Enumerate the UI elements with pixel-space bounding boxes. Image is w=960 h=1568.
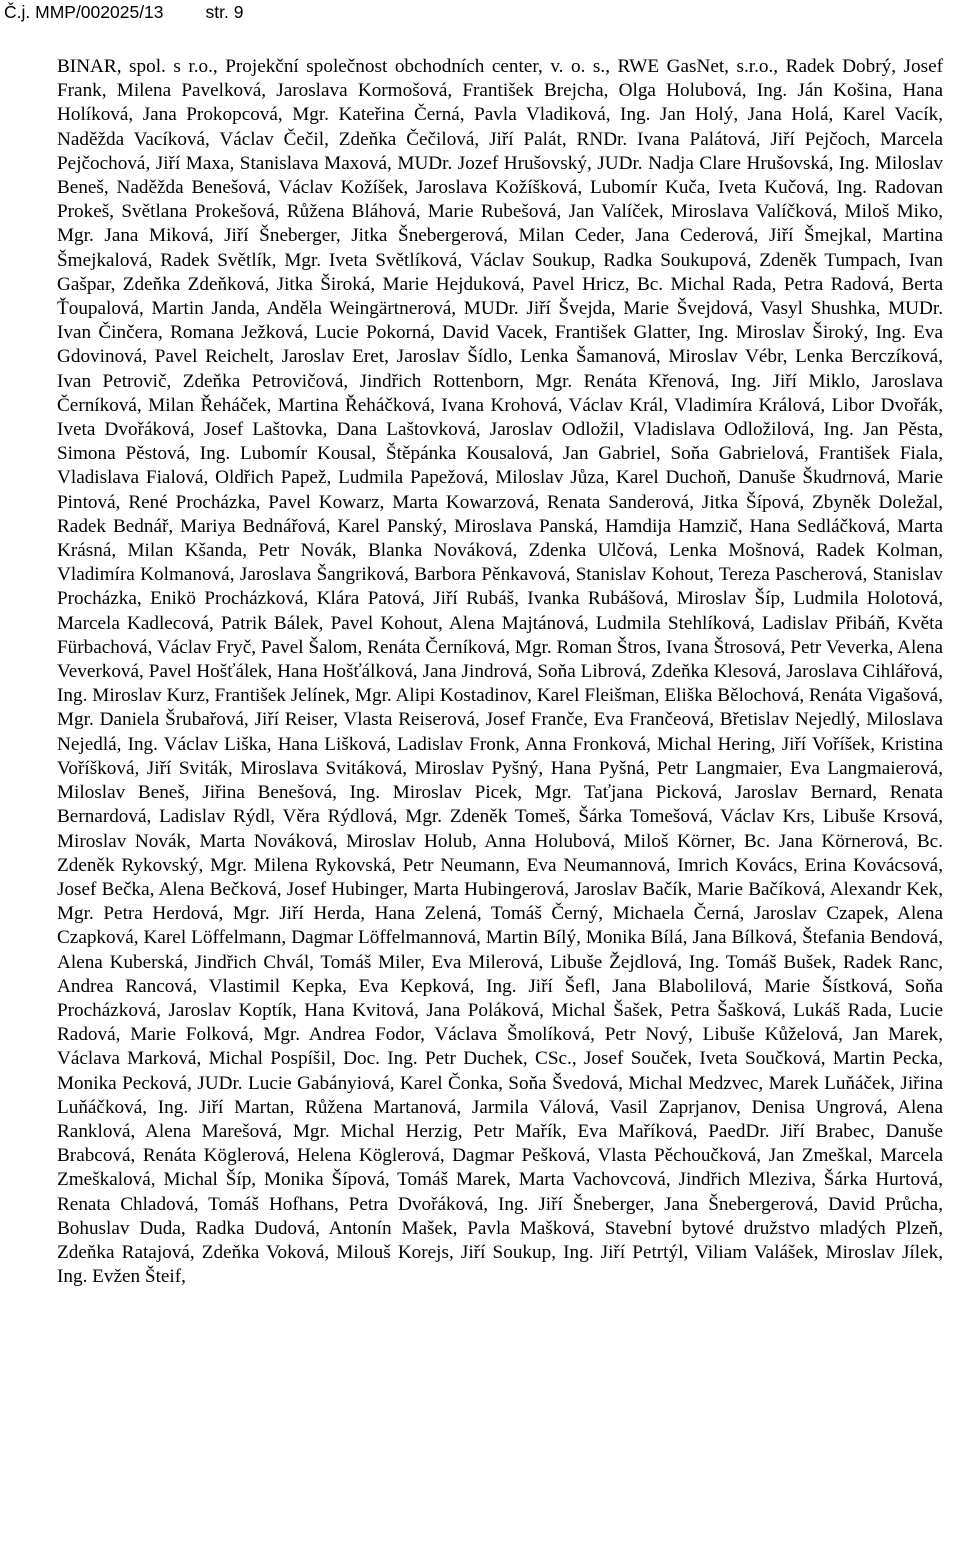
- names-list-paragraph: BINAR, spol. s r.o., Projekční společnost obchodních center, v. o. s., RWE GasNet, s.r.o., Radek Dobrý, Josef Frank, Milena Pavelková, Jaroslava Kormošová, František Brejcha, Olga Holubová, Ing. Ján Košina, Hana Holíková, Jana Prokopcová, Mgr. Kateřina Černá, Pavla Vladiková, Ing. Jan Holý, Jana Holá, Karel Vacík, Naděžda Vacíková, Václav Čečil, Zdeňka Čečilová, Jiří Palát, RNDr. Ivana Palátová, Jiří Pejčoch, Marcela Pejčochová, Jiří Maxa, Stanislava Maxová, MUDr. Jozef Hrušovský, JUDr. Nadja Clare Hrušovská, Ing. Miloslav Beneš, Naděžda Benešová, Václav Kožíšek, Jaroslava Kožíšková, Lubomír Kuča, Iveta Kučová, Ing. Radovan Prokeš, Světlana Prokešová, Růžena Bláhová, Marie Rubešová, Jan Valíček, Miroslava Valíčková, Miloš Miko, Mgr. Jana Miková, Jiří Šneberger, Jitka Šnebergerová, Milan Ceder, Jana Cederová, Jiří Šmejkal, Martina Šmejkalová, Radek Světlík, Mgr. Iveta Světlíková, Václav Soukup, Radka Soukupová, Zdeněk Tumpach, Ivan Gašpar, Zdeňka Zdeňková, Jitka Široká, Marie Hejduková, Pavel Hricz, Bc. Michal Rada, Petra Radová, Berta Ťoupalová, Martin Janda, Anděla Weingärtnerová, MUDr. Jiří Švejda, Marie Švejdová, Vasyl Shushka, MUDr. Ivan Činčera, Romana Ježková, Lucie Pokorná, David Vacek, František Glatter, Ing. Miroslav Široký, Ing. Eva Gdovinová, Pavel Reichelt, Jaroslav Eret, Jaroslav Šídlo, Lenka Šamanová, Miroslav Vébr, Lenka Berczíková, Ivan Petrovič, Zdeňka Petrovičová, Jindřich Rottenborn, Mgr. Renáta Křenová, Ing. Jiří Miklo, Jaroslava Černíková, Milan Řeháček, Martina Řeháčková, Ivana Krohová, Václav Král, Vladimíra Králová, Libor Dvořák, Iveta Dvořáková, Josef Laštovka, Dana Laštovková, Jaroslav Odložil, Vladislava Odložilová, Ing. Jan Pěsta, Simona Pěstová, Ing. Lubomír Kousal, Štěpánka Kousalová, Jan Gabriel, Soňa Gabrielová, František Fiala, Vladislava Fialová, Oldřich Papež, Ludmila Papežová, Miloslav Jůza, Karel Duchoň, Danuše Škudrnová, Marie Pintová, René Procházka, Pavel Kowarz, Marta Kowarzová, Renata Sanderová, Jitka Šípová, Zbyněk Doležal, Radek Bednář, Mariya Bednářová, Karel Panský, Miroslava Panská, Hamdija Hamzič, Hana Sedláčková, Marta Krásná, Milan Kšanda, Petr Novák, Blanka Nováková, Zdenka Ulčová, Lenka Mošnová, Radek Kolman, Vladimíra Kolmanová, Jaroslava Šangriková, Barbora Pěnkavová, Stanislav Kohout, Tereza Pascherová, Stanislav Procházka, Enikö Procházková, Klára Patová, Jiří Rubáš, Ivanka Rubášová, Miroslav Šíp, Ludmila Holotová, Marcela Kadlecová, Patrik Bálek, Pavel Kohout, Alena Majtánová, Ludmila Stehlíková, Ladislav Přibáň, Květa Fürbachová, Václav Fryč, Pavel Šalom, Renáta Černíková, Mgr. Roman Štros, Ivana Štrosová, Petr Veverka, Alena Veverková, Pavel Hošťálek, Hana Hošťálková, Jana Jindrová, Soňa Librová, Zdeňka Klesová, Jaroslava Cihlářová, Ing. Miroslav Kurz, František Jelínek, Mgr. Alipi Kostadinov, Karel Fleišman, Eliška Bělochová, Renáta Vigašová, Mgr. Daniela Šrubařová, Jiří Reiser, Vlasta Reiserová, Josef Franče, Eva Frančeová, Břetislav Nejedlý, Miloslava Nejedlá, Ing. Václav Liška, Hana Lišková, Ladislav Fronk, Anna Fronková, Michal Hering, Jiří Voříšek, Kristina Voříšková, Jiří Sviták, Miroslava Svitáková, Miroslav Pyšný, Hana Pyšná, Petr Langmaier, Eva Langmaierová, Miloslav Beneš, Jiřina Benešová, Ing. Miroslav Picek, Mgr. Taťjana Picková, Jaroslav Bernard, Renata Bernardová, Ladislav Rýdl, Věra Rýdlová, Mgr. Zdeněk Tomeš, Šárka Tomešová, Václav Krs, Libuše Krsová, Miroslav Novák, Marta Nováková, Miroslav Holub, Anna Holubová, Miloš Körner, Bc. Jana Körnerová, Bc. Zdeněk Rykovský, Mgr. Milena Rykovská, Petr Neumann, Eva Neumannová, Imrich Kovács, Erina Kovácsová, Josef Bečka, Alena Bečková, Josef Hubinger, Marta Hubingerová, Jaroslav Bačík, Marie Bačíková, Alexandr Kek, Mgr. Petra Herdová, Mgr. Jiří Herda, Hana Zelená, Tomáš Černý, Michaela Černá, Jaroslav Czapek, Alena Czapková, Karel Löffelmann, Dagmar Löffelmannová, Martin Bílý, Monika Bílá, Jana Bílková, Štefania Bendová, Alena Kuberská, Jindřich Chvál, Tomáš Miler, Eva Milerová, Libuše Žejdlová, Ing. Tomáš Bušek, Radek Ranc, Andrea Rancová, Vlastimil Kepka, Eva Kepková, Ing. Jiří Šefl, Jana Blabolilová, Marie Šístková, Soňa Procházková, Jaroslav Koptík, Hana Kvitová, Jana Poláková, Michal Šašek, Petra Šašková, Lukáš Rada, Lucie Radová, Marie Folková, Mgr. Andrea Fodor, Václava Šmolíková, Petr Nový, Libuše Kůželová, Jan Marek, Václava Marková, Michal Pospíšil, Doc. Ing. Petr Duchek, CSc., Josef Souček, Iveta Součková, Martin Pecka, Monika Pecková, JUDr. Lucie Gabányiová, Karel Čonka, Soňa Švedová, Michal Medzvec, Marek Luňáček, Jiřina Luňáčková, Ing. Jiří Martan, Růžena Martanová, Jarmila Válová, Vasil Zaprjanov, Denisa Ungrová, Alena Ranklová, Alena Marešová, Mgr. Michal Herzig, Petr Mařík, Eva Maříková, PaedDr. Jiří Brabec, Danuše Brabcová, Renáta Köglerová, Helena Köglerová, Dagmar Pešková, Vlasta Pěchoučková, Jan Zmeškal, Marcela Zmeškalová, Michal Šíp, Monika Šípová, Tomáš Marek, Marta Vachovcová, Jindřich Mleziva, Šárka Hurtová, Renata Chladová, Tomáš Hofhans, Petra Dvořáková, Ing. Jiří Šneberger, Jana Šnebergerová, David Průcha, Bohuslav Duda, Radka Dudová, Antonín Mašek, Pavla Mašková, Stavební bytové družstvo mladých Plzeň, Zdeňka Ratajová, Zdeňka Voková, Milouš Korejs, Jiří Soukup, Ing. Jiří Petrtýl, Viliam Valášek, Miroslav Jílek, Ing. Evžen Šteif,: [57, 56, 943, 1288]
- page-header: [4, 2, 243, 22]
- page-number: str. 9: [205, 2, 244, 22]
- document-reference: Č.j. MMP/002025/13: [4, 2, 164, 22]
